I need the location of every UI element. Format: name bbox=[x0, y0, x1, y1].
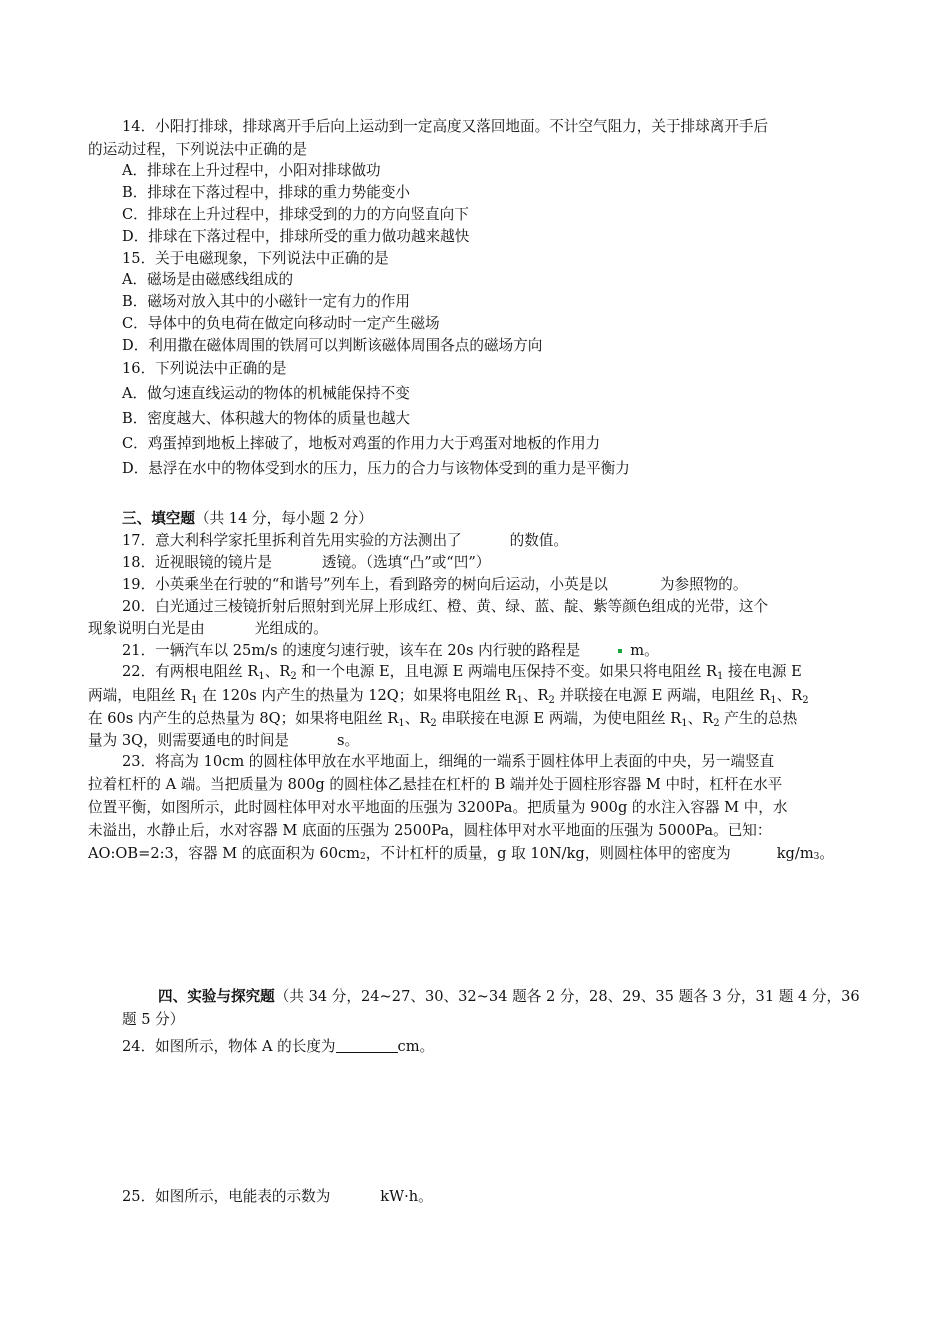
section4-title: 四、实验与探究题 bbox=[158, 988, 275, 1005]
q22-l1b: 、R bbox=[264, 663, 291, 680]
q24-text-b: cm。 bbox=[397, 1038, 435, 1055]
q20-text-b: 光组成的。 bbox=[254, 620, 328, 637]
q14-stem-line2: 的运动过程，下列说法中正确的是 bbox=[88, 141, 307, 158]
q14-option-d: D．排球在下落过程中，排球所受的重力做功越来越快 bbox=[122, 228, 470, 245]
section3-note: （共 14 分，每小题 2 分） bbox=[194, 510, 373, 527]
q21-text-a: 21．一辆汽车以 25m/s 的速度匀速行驶，该车在 20s 内行驶的路程是 bbox=[122, 642, 581, 659]
q14-option-c: C．排球在上升过程中，排球受到的力的方向竖直向下 bbox=[122, 206, 469, 223]
q22-l3c: 串联接在电源 E 两端，为使电阻丝 R bbox=[436, 710, 682, 727]
q16-option-a: A．做匀速直线运动的物体的机械能保持不变 bbox=[122, 385, 410, 402]
q15-option-d: D．利用撒在磁体周围的铁屑可以判断该磁体周围各点的磁场方向 bbox=[122, 337, 543, 354]
q15-stem: 15．关于电磁现象，下列说法中正确的是 bbox=[122, 250, 389, 267]
sub-1: 1 bbox=[770, 695, 777, 706]
q23-line5d: 。 bbox=[819, 845, 835, 862]
q19-text-b: 为参照物的。 bbox=[659, 576, 748, 593]
q23-sup-3: 3 bbox=[813, 852, 820, 862]
q23-line5 bbox=[88, 844, 834, 867]
q22-l4a: 量为 3Q，则需要通电的时间是 bbox=[88, 732, 290, 749]
q23-line1: 23．将高为 10cm 的圆柱体甲放在水平地面上，细绳的一端系于圆柱体甲上表面的中央，另一端竖直 bbox=[122, 753, 775, 770]
q16-option-c: C．鸡蛋掉到地板上摔破了，地板对鸡蛋的作用力大于鸡蛋对地板的作用力 bbox=[122, 435, 601, 452]
q18-text-b: 透镜。（选填“凸”或“凹”） bbox=[321, 554, 491, 571]
q20-text-a: 现象说明白光是由 bbox=[88, 620, 205, 637]
q23-line5c: kg/m bbox=[776, 845, 814, 862]
q23-line3: 位置平衡，如图所示，此时圆柱体甲对水平地面的压强为 3200Pa。把质量为 900g 的水注入容器 M 中，水 bbox=[88, 799, 788, 816]
section3-heading bbox=[122, 509, 373, 529]
sub-2: 2 bbox=[802, 695, 809, 706]
q22-l2b: 在 120s 内产生的热量为 12Q；如果将电阻丝 R bbox=[197, 687, 517, 704]
q24-text-a: 24．如图所示，物体 A 的长度为 bbox=[122, 1038, 336, 1055]
q18-text-a: 18．近视眼镜的镜片是 bbox=[122, 554, 272, 571]
q24 bbox=[122, 1037, 434, 1057]
q23-line5b: ，不计杠杆的质量，g 取 10N/kg，则圆柱体甲的密度为 bbox=[365, 845, 731, 862]
q16-stem: 16．下列说法中正确的是 bbox=[122, 360, 287, 377]
sub-1: 1 bbox=[681, 718, 688, 729]
q15-option-c: C．导体中的负电荷在做定向移动时一定产生磁场 bbox=[122, 315, 440, 332]
sub-1: 1 bbox=[191, 695, 198, 706]
q22-l3e: 产生的总热 bbox=[719, 710, 798, 727]
q22-l2e: 、R bbox=[776, 687, 803, 704]
section4-note: （共 34 分，24~27、30、32~34 题各 2 分，28、29、35 题各 3 分，31 题 4 分，36 bbox=[274, 988, 860, 1005]
q25 bbox=[122, 1187, 433, 1207]
q17-text-a: 17．意大利科学家托里拆利首先用实验的方法测出了 bbox=[122, 532, 462, 549]
q25-text-b: kW·h。 bbox=[380, 1188, 433, 1205]
q20-line1: 20．白光通过三棱镜折射后照射到光屏上形成红、橙、黄、绿、蓝、靛、紫等颜色组成的光带，这个 bbox=[122, 598, 769, 615]
q18 bbox=[122, 553, 490, 573]
q22-l1c: 和一个电源 E，且电源 E 两端电压保持不变。如果只将电阻丝 R bbox=[296, 663, 718, 680]
sub-2: 2 bbox=[713, 718, 720, 729]
q15-option-a: A．磁场是由磁感线组成的 bbox=[122, 271, 294, 288]
q17-text-b: 的数值。 bbox=[509, 532, 569, 549]
q14-option-a: A．排球在上升过程中，小阳对排球做功 bbox=[122, 162, 381, 179]
q21 bbox=[122, 641, 659, 661]
sub-2: 2 bbox=[548, 695, 555, 706]
sub-1: 1 bbox=[516, 695, 523, 706]
section4-line2: 题 5 分） bbox=[122, 1011, 185, 1028]
section3-title: 三、填空题 bbox=[122, 510, 195, 527]
q24-answer-blank bbox=[336, 1038, 398, 1053]
q22-l1d: 接在电源 E bbox=[723, 663, 802, 680]
q20-line2 bbox=[88, 619, 328, 639]
sub-2: 2 bbox=[290, 671, 297, 682]
sub-1: 1 bbox=[717, 671, 724, 682]
q23-line5a: AO:OB=2:3，容器 M 的底面积为 60cm bbox=[88, 845, 361, 862]
q17 bbox=[122, 531, 568, 551]
section4-heading bbox=[158, 987, 860, 1007]
q22-l2d: 并联接在电源 E 两端，电阻丝 R bbox=[554, 687, 771, 704]
q16-option-d: D．悬浮在水中的物体受到水的压力，压力的合力与该物体受到的重力是平衡力 bbox=[122, 460, 630, 477]
q23-sup-2: 2 bbox=[360, 852, 366, 862]
q23-line2: 拉着杠杆的 A 端。当把质量为 800g 的圆柱体乙悬挂在杠杆的 B 端并处于圆柱形容器 M 中时，杠杆在水平 bbox=[88, 776, 783, 793]
green-dot-mark bbox=[618, 649, 622, 653]
sub-1: 1 bbox=[258, 671, 265, 682]
sub-1: 1 bbox=[398, 718, 405, 729]
q14-option-b: B．排球在下落过程中，排球的重力势能变小 bbox=[122, 184, 411, 201]
q22-line1 bbox=[122, 662, 802, 687]
sub-2: 2 bbox=[430, 718, 437, 729]
q22-l4b: s。 bbox=[337, 732, 360, 749]
q22-l3b: 、R bbox=[404, 710, 431, 727]
q19-text-a: 19．小英乘坐在行驶的“和谐号”列车上，看到路旁的树向后运动，小英是以 bbox=[122, 576, 608, 593]
q22-line4 bbox=[88, 731, 359, 751]
q22-l1a: 22．有两根电阻丝 R bbox=[122, 663, 259, 680]
q19 bbox=[122, 575, 747, 595]
q15-option-b: B．磁场对放入其中的小磁针一定有力的作用 bbox=[122, 293, 411, 310]
q22-line2 bbox=[88, 686, 809, 711]
q16-option-b: B．密度越大、体积越大的物体的质量也越大 bbox=[122, 410, 411, 427]
q23-line4: 未溢出，水静止后，水对容器 M 底面的压强为 2500Pa，圆柱体甲对水平地面的压强为 5000Pa。已知： bbox=[88, 822, 772, 839]
q14-stem-line1: 14．小阳打排球，排球离开手后向上运动到一定高度又落回地面。不计空气阻力，关于排球离开手后 bbox=[122, 118, 769, 135]
q22-l3d: 、R bbox=[687, 710, 714, 727]
q22-l2c: 、R bbox=[522, 687, 549, 704]
q25-text-a: 25．如图所示，电能表的示数为 bbox=[122, 1188, 331, 1205]
q22-l2a: 两端，电阻丝 R bbox=[88, 687, 192, 704]
q21-text-b: m。 bbox=[630, 642, 659, 659]
q22-l3a: 在 60s 内产生的总热量为 8Q；如果将电阻丝 R bbox=[88, 710, 399, 727]
